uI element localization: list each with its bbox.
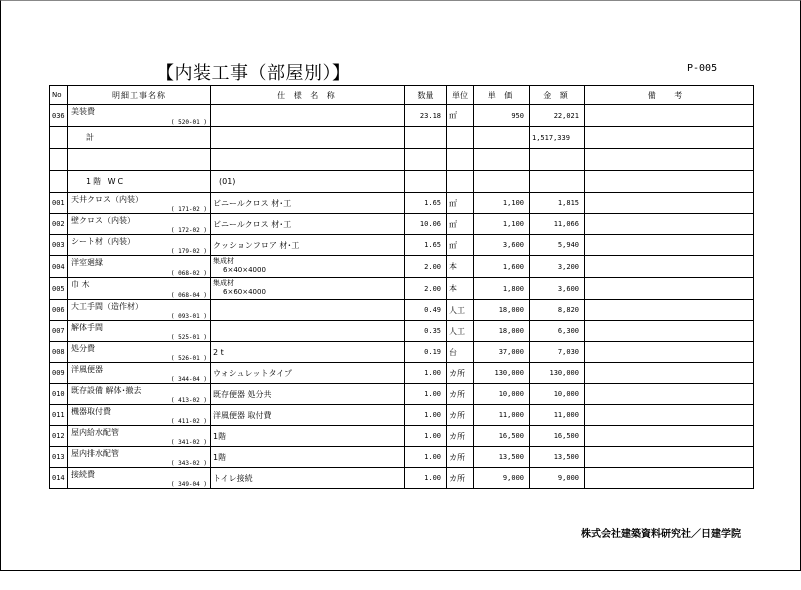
row-qty: 1.00 — [405, 405, 447, 426]
empty-cell — [447, 149, 474, 171]
row-qty: 1.00 — [405, 447, 447, 468]
row-price: 18,000 — [474, 300, 530, 321]
row-amount: 13,500 — [530, 447, 585, 468]
row-no: 012 — [50, 426, 68, 447]
empty-cell — [474, 149, 530, 171]
row-name-cell — [68, 214, 211, 235]
row-spec-cell — [211, 300, 405, 321]
empty-cell — [530, 171, 585, 193]
table-row — [50, 447, 754, 468]
row-price: 18,000 — [474, 321, 530, 342]
row-name: 屋内給水配管 — [71, 428, 119, 437]
row-spec: ビニールクロス 材･工 — [213, 198, 292, 208]
row-note — [585, 235, 754, 256]
empty-cell — [50, 127, 68, 149]
row-price: 130,000 — [474, 363, 530, 384]
row-note — [585, 363, 754, 384]
table-row — [50, 405, 754, 426]
table-row — [50, 256, 754, 278]
row-unit: ㎡ — [447, 214, 474, 235]
row-name: 美装費 — [71, 107, 95, 116]
row-qty: 1.65 — [405, 193, 447, 214]
table-row — [50, 468, 754, 489]
row-qty: 1.65 — [405, 235, 447, 256]
row-qty: 2.00 — [405, 256, 447, 278]
row-note — [585, 384, 754, 405]
row-amount: 11,066 — [530, 214, 585, 235]
row-no: 013 — [50, 447, 68, 468]
section-name: 1階 WC — [68, 171, 211, 193]
table-row — [50, 105, 754, 127]
row-name: 既存設備 解体･撤去 — [71, 386, 142, 395]
row-code: ( 344-04 ) — [170, 376, 207, 383]
row-amount: 130,000 — [530, 363, 585, 384]
empty-cell — [211, 149, 405, 171]
empty-cell — [405, 149, 447, 171]
empty-cell — [530, 149, 585, 171]
header-amount: 金 額 — [530, 86, 585, 105]
table-row — [50, 384, 754, 405]
row-code: ( 068-04 ) — [170, 292, 207, 299]
row-name-cell — [68, 363, 211, 384]
row-amount: 6,300 — [530, 321, 585, 342]
total-amount: 1,517,339 — [530, 127, 585, 149]
row-name: 壁クロス（内装） — [71, 216, 135, 225]
row-price: 13,500 — [474, 447, 530, 468]
row-qty: 1.00 — [405, 384, 447, 405]
empty-cell — [405, 127, 447, 149]
row-no: 001 — [50, 193, 68, 214]
row-name: 屋内排水配管 — [71, 449, 119, 458]
row-unit: 本 — [447, 256, 474, 278]
document-title: 【内装工事（部屋別）】 — [156, 63, 351, 84]
table-row — [50, 278, 754, 300]
row-price: 9,000 — [474, 468, 530, 489]
row-name: 解体手間 — [71, 323, 103, 332]
page-number: P-005 — [687, 63, 718, 74]
row-spec-cell — [211, 426, 405, 447]
row-spec-cell — [211, 363, 405, 384]
empty-cell — [585, 149, 754, 171]
row-no: 005 — [50, 278, 68, 300]
row-amount: 22,021 — [530, 105, 585, 127]
empty-cell — [447, 127, 474, 149]
empty-cell — [447, 171, 474, 193]
row-spec-cell — [211, 342, 405, 363]
row-note — [585, 214, 754, 235]
row-no: 003 — [50, 235, 68, 256]
row-unit: カ所 — [447, 384, 474, 405]
row-unit: 人工 — [447, 300, 474, 321]
row-name: 洋室廻縁 — [71, 258, 103, 267]
header-note: 備 考 — [585, 86, 754, 105]
row-code: ( 093-01 ) — [170, 313, 207, 320]
row-qty: 10.06 — [405, 214, 447, 235]
row-name: 処分費 — [71, 344, 95, 353]
row-amount: 9,000 — [530, 468, 585, 489]
header-no: No — [50, 86, 68, 105]
row-amount: 16,500 — [530, 426, 585, 447]
row-price: 950 — [474, 105, 530, 127]
row-note — [585, 105, 754, 127]
row-qty: 0.35 — [405, 321, 447, 342]
empty-cell — [50, 149, 68, 171]
row-no: 004 — [50, 256, 68, 278]
row-amount: 3,200 — [530, 256, 585, 278]
row-spec-cell — [211, 193, 405, 214]
row-name-cell — [68, 193, 211, 214]
row-amount: 5,940 — [530, 235, 585, 256]
row-unit: 台 — [447, 342, 474, 363]
table-row — [50, 300, 754, 321]
row-name-cell — [68, 300, 211, 321]
row-code: ( 525-01 ) — [170, 334, 207, 341]
row-note — [585, 342, 754, 363]
row-name: 接続費 — [71, 470, 95, 479]
row-note — [585, 193, 754, 214]
row-name-cell — [68, 384, 211, 405]
row-spec-cell — [211, 405, 405, 426]
row-name-cell — [68, 321, 211, 342]
row-no: 008 — [50, 342, 68, 363]
row-spec-cell — [211, 235, 405, 256]
row-amount: 7,030 — [530, 342, 585, 363]
total-label: 計 — [68, 127, 211, 149]
table-row — [50, 193, 754, 214]
row-spec: 2 t — [213, 347, 224, 357]
row-no: 009 — [50, 363, 68, 384]
row-note — [585, 405, 754, 426]
row-no: 006 — [50, 300, 68, 321]
row-code: ( 172-02 ) — [170, 227, 207, 234]
row-unit: カ所 — [447, 447, 474, 468]
row-code: ( 341-02 ) — [170, 439, 207, 446]
row-code: ( 068-02 ) — [170, 270, 207, 277]
empty-cell — [405, 171, 447, 193]
empty-cell — [50, 171, 68, 193]
row-price: 1,800 — [474, 278, 530, 300]
row-code: ( 411-02 ) — [170, 418, 207, 425]
table-row — [50, 321, 754, 342]
row-name-cell — [68, 235, 211, 256]
row-unit: ㎡ — [447, 235, 474, 256]
row-name-cell — [68, 278, 211, 300]
row-unit: 本 — [447, 278, 474, 300]
row-note — [585, 321, 754, 342]
row-spec-cell — [211, 321, 405, 342]
row-note — [585, 426, 754, 447]
footer-publisher: 株式会社建築資料研究社／日建学院 — [581, 529, 741, 540]
header-price: 単 価 — [474, 86, 530, 105]
row-unit: ㎡ — [447, 105, 474, 127]
row-spec — [211, 105, 405, 127]
section-row — [50, 171, 754, 193]
row-spec-detail: 6×40×4000 — [223, 266, 266, 274]
empty-cell — [211, 127, 405, 149]
empty-cell — [68, 149, 211, 171]
row-no: 011 — [50, 405, 68, 426]
row-unit: カ所 — [447, 363, 474, 384]
row-code: ( 349-04 ) — [170, 481, 207, 488]
table-row — [50, 214, 754, 235]
row-qty: 0.49 — [405, 300, 447, 321]
row-price: 37,000 — [474, 342, 530, 363]
row-spec: ウォシュレットタイプ — [213, 368, 293, 378]
row-amount: 11,000 — [530, 405, 585, 426]
estimate-table — [49, 85, 754, 489]
total-row — [50, 127, 754, 149]
row-price: 1,600 — [474, 256, 530, 278]
row-code: ( 171-02 ) — [170, 206, 207, 213]
row-spec-cell — [211, 256, 405, 278]
row-code: ( 413-02 ) — [170, 397, 207, 404]
blank-row — [50, 149, 754, 171]
row-name: 洋風便器 — [71, 365, 103, 374]
row-name: 大工手間（造作材） — [71, 302, 143, 311]
row-price: 16,500 — [474, 426, 530, 447]
row-price: 10,000 — [474, 384, 530, 405]
header-name: 明細工事名称 — [68, 86, 211, 105]
row-spec: ビニールクロス 材･工 — [213, 219, 292, 229]
row-spec: トイレ接続 — [213, 473, 253, 483]
empty-cell — [585, 127, 754, 149]
empty-cell — [585, 171, 754, 193]
row-name: 巾 木 — [71, 280, 90, 289]
row-price: 1,100 — [474, 214, 530, 235]
row-spec: 集成材 — [213, 257, 234, 265]
table-row — [50, 426, 754, 447]
row-amount: 8,820 — [530, 300, 585, 321]
row-name-cell — [68, 405, 211, 426]
row-spec: 1階 — [213, 431, 227, 441]
table-header-row — [50, 86, 754, 105]
row-note — [585, 468, 754, 489]
row-price: 1,100 — [474, 193, 530, 214]
row-no: 002 — [50, 214, 68, 235]
row-name-cell — [68, 105, 211, 127]
row-name-cell — [68, 468, 211, 489]
row-qty: 23.18 — [405, 105, 447, 127]
empty-cell — [474, 171, 530, 193]
row-spec: 1階 — [213, 452, 227, 462]
section-spec: (01) — [211, 171, 405, 193]
row-unit: カ所 — [447, 405, 474, 426]
row-qty: 1.00 — [405, 426, 447, 447]
row-qty: 2.00 — [405, 278, 447, 300]
row-spec-cell — [211, 278, 405, 300]
row-name: 天井クロス（内装） — [71, 195, 143, 204]
empty-cell — [474, 127, 530, 149]
row-name: 機器取付費 — [71, 407, 111, 416]
row-note — [585, 256, 754, 278]
row-name-cell — [68, 256, 211, 278]
row-spec-cell — [211, 447, 405, 468]
row-no: 007 — [50, 321, 68, 342]
table-row — [50, 235, 754, 256]
row-unit: カ所 — [447, 468, 474, 489]
row-unit: カ所 — [447, 426, 474, 447]
row-qty: 1.00 — [405, 468, 447, 489]
row-note — [585, 278, 754, 300]
table-row — [50, 363, 754, 384]
row-name: シート材（内装） — [71, 237, 135, 246]
row-code: ( 179-02 ) — [170, 248, 207, 255]
row-spec: 洋風便器 取付費 — [213, 410, 272, 420]
row-spec: クッションフロア 材･工 — [213, 240, 300, 250]
row-qty: 1.00 — [405, 363, 447, 384]
row-spec: 集成材 — [213, 279, 234, 287]
row-amount: 3,600 — [530, 278, 585, 300]
row-price: 3,600 — [474, 235, 530, 256]
header-qty: 数量 — [405, 86, 447, 105]
table-row — [50, 342, 754, 363]
row-no: 014 — [50, 468, 68, 489]
row-code: ( 343-02 ) — [170, 460, 207, 467]
row-unit: ㎡ — [447, 193, 474, 214]
row-no: 036 — [50, 105, 68, 127]
row-name-cell — [68, 342, 211, 363]
row-price: 11,000 — [474, 405, 530, 426]
row-amount: 10,000 — [530, 384, 585, 405]
row-spec-detail: 6×60×4000 — [223, 288, 266, 296]
row-amount: 1,815 — [530, 193, 585, 214]
row-qty: 0.19 — [405, 342, 447, 363]
row-code: ( 526-01 ) — [170, 355, 207, 362]
header-unit: 単位 — [447, 86, 474, 105]
row-name-cell — [68, 447, 211, 468]
row-spec-cell — [211, 468, 405, 489]
row-spec-cell — [211, 214, 405, 235]
row-no: 010 — [50, 384, 68, 405]
row-note — [585, 447, 754, 468]
row-name-cell — [68, 426, 211, 447]
row-spec: 既存便器 処分共 — [213, 389, 272, 399]
row-spec-cell — [211, 384, 405, 405]
row-unit: 人工 — [447, 321, 474, 342]
row-note — [585, 300, 754, 321]
row-code: ( 520-01 ) — [170, 119, 207, 126]
header-spec: 仕 様 名 称 — [211, 86, 405, 105]
